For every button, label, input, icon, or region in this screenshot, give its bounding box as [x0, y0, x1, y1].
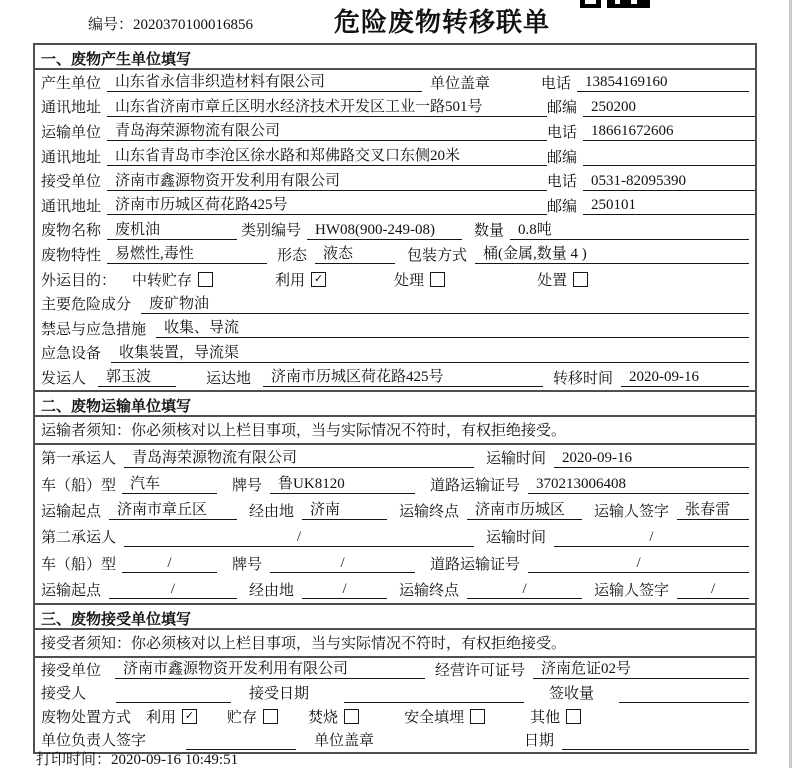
purpose-option-utilize: 利用	[275, 272, 306, 289]
receiver-label: 接受单位	[41, 174, 102, 191]
accept-unit-label: 接受单位	[41, 662, 102, 679]
carrier1-label: 第一承运人	[41, 451, 117, 468]
check-mark: ✓	[313, 272, 324, 285]
route1-row	[35, 497, 755, 523]
purpose-option-dispose: 处置	[537, 272, 568, 289]
date-label: 日期	[524, 733, 555, 750]
packing-value: 桶(金属,数量 4 )	[475, 244, 749, 264]
carrier1-row	[35, 445, 755, 471]
transport-time2-value: /	[554, 527, 749, 547]
checkbox-disposal-utilize-checked	[182, 709, 197, 724]
transport-time-label: 运输时间	[486, 451, 547, 468]
section2-title: 二、废物运输单位填写	[35, 390, 755, 417]
character-label: 废物特性	[41, 247, 102, 264]
via-label: 经由地	[249, 503, 295, 520]
serial-label: 编号：	[88, 17, 134, 33]
producer-label: 产生单位	[41, 75, 102, 92]
transporter-phone-value: 18661672606	[583, 121, 755, 141]
carrier2-row	[35, 524, 755, 550]
carrier-sign-label: 运输人签字	[594, 582, 670, 599]
disposal-option-other: 其他	[530, 709, 561, 726]
checkbox-treat-unchecked	[430, 272, 445, 287]
manager-sign-label: 单位负责人签字	[41, 733, 147, 750]
checkbox-disposal-store-unchecked	[263, 709, 278, 724]
origin2-value: /	[109, 579, 237, 599]
consignor-row	[35, 365, 755, 390]
vehicle1-value: 汽车	[122, 474, 217, 494]
origin-label: 运输起点	[41, 503, 102, 520]
road-permit-label: 道路运输证号	[430, 556, 521, 573]
transporter-address-value: 山东省青岛市李沧区徐水路和郑佛路交叉口东侧20米	[107, 146, 547, 166]
purpose-label: 外运目的：	[41, 272, 117, 289]
category-code-value: HW08(900-249-08)	[307, 220, 462, 240]
transporter-address-row	[35, 144, 755, 169]
address-label: 通讯地址	[41, 198, 102, 215]
manifest-form	[33, 43, 757, 754]
address-label: 通讯地址	[41, 149, 102, 166]
manager-sign-value	[186, 730, 296, 750]
serial-number: 2020370100016856	[133, 17, 254, 33]
waste-name-value: 废机油	[107, 220, 237, 240]
end1-value: 济南市历城区	[467, 500, 582, 520]
check-mark: ✓	[184, 709, 195, 722]
hazard-label: 主要危险成分	[41, 297, 132, 314]
destination-value: 济南市历城区荷花路425号	[263, 367, 543, 387]
hazard-component-row	[35, 291, 755, 316]
waste-name-label: 废物名称	[41, 223, 102, 240]
origin1-value: 济南市章丘区	[109, 500, 237, 520]
receiver-value: 济南市鑫源物资开发利用有限公司	[107, 171, 547, 191]
checkbox-dispose-unchecked	[573, 272, 588, 287]
plate2-value: /	[270, 553, 415, 573]
disposal-option-landfill: 安全填埋	[404, 709, 465, 726]
checkbox-utilize-checked	[311, 272, 326, 287]
recipient-label: 接受人	[41, 686, 87, 703]
transporter-label: 运输单位	[41, 124, 102, 141]
producer-phone-value: 13854169160	[577, 72, 749, 92]
disposal-option-utilize: 利用	[146, 709, 177, 726]
transport-time-label: 运输时间	[486, 530, 547, 547]
page-title: 危险废物转移联单	[334, 8, 551, 37]
checkbox-disposal-other-unchecked	[566, 709, 581, 724]
producer-row	[35, 70, 755, 95]
print-time-line	[36, 748, 238, 769]
purpose-option-treat: 处理	[394, 272, 425, 289]
emergency-equipment-row	[35, 341, 755, 366]
packing-label: 包装方式	[407, 247, 468, 264]
address-label: 通讯地址	[41, 100, 102, 117]
disposal-option-store: 贮存	[227, 709, 258, 726]
print-time-value: 2020-09-16 10:49:51	[111, 752, 239, 768]
carrier2-value: /	[124, 527, 474, 547]
emergency-value: 收集、导流	[156, 318, 749, 338]
receiver-address-value: 济南市历城区荷花路425号	[107, 195, 547, 215]
waste-character-row	[35, 242, 755, 267]
scan-page-edge	[789, 0, 792, 768]
receiver-phone-value: 0531-82095390	[583, 171, 755, 191]
via1-value: 济南	[302, 500, 387, 520]
vehicle-label: 车（船）型	[41, 477, 117, 494]
purpose-option-storage: 中转贮存	[132, 272, 193, 289]
license-value: 济南危证02号	[533, 659, 749, 679]
transfer-time-label: 转移时间	[553, 370, 614, 387]
print-time-label: 打印时间：	[36, 752, 112, 768]
signed-amount-label: 签收量	[549, 686, 595, 703]
receiver-postcode-value: 250101	[583, 195, 755, 215]
plate-label: 牌号	[232, 556, 263, 573]
license-label: 经营许可证号	[435, 662, 526, 679]
phone-label: 电话	[547, 124, 578, 141]
end-label: 运输终点	[399, 582, 460, 599]
category-label: 类别编号	[241, 223, 302, 240]
transport-time1-value: 2020-09-16	[554, 448, 749, 468]
carrier-sign1-value: 张春雷	[677, 500, 749, 520]
equipment-label: 应急设备	[41, 346, 102, 363]
route2-row	[35, 576, 755, 602]
phone-label: 电话	[547, 174, 578, 191]
disposal-option-incinerate: 焚烧	[308, 709, 339, 726]
carrier-sign2-value: /	[677, 579, 749, 599]
quantity-value: 0.8吨	[510, 220, 749, 240]
carrier1-value: 青岛海荣源物流有限公司	[124, 448, 474, 468]
section2-notice: 运输者须知：你必须核对以上栏目事项，当与实际情况不符时，有权拒绝接受。	[35, 417, 755, 445]
waste-name-row	[35, 218, 755, 243]
road-permit1-value: 370213006408	[528, 474, 749, 494]
origin-label: 运输起点	[41, 582, 102, 599]
vehicle-label: 车（船）型	[41, 556, 117, 573]
plate1-value: 鲁UK8120	[270, 474, 415, 494]
vehicle2-row	[35, 550, 755, 576]
equipment-value: 收集装置，导流渠	[111, 343, 749, 363]
unit-seal-label: 单位盖章	[314, 733, 375, 750]
postcode-label: 邮编	[547, 198, 578, 215]
emergency-label: 禁忌与应急措施	[41, 321, 147, 338]
character-value: 易燃性,毒性	[107, 244, 267, 264]
receiver-row	[35, 168, 755, 193]
via-label: 经由地	[249, 582, 295, 599]
consignor-value: 郭玉波	[98, 367, 176, 387]
seal-label: 单位盖章	[430, 75, 491, 92]
end-label: 运输终点	[399, 503, 460, 520]
quantity-label: 数量	[474, 223, 505, 240]
recipient-row	[35, 681, 755, 705]
checkbox-disposal-landfill-unchecked	[470, 709, 485, 724]
receiver-address-row	[35, 193, 755, 218]
section3-notice: 接受者须知：你必须核对以上栏目事项，当与实际情况不符时，有权拒绝接受。	[35, 630, 755, 658]
transfer-purpose-row	[35, 267, 755, 292]
disposal-label: 废物处置方式	[41, 709, 132, 726]
road-permit2-value: /	[528, 553, 749, 573]
date-value	[562, 730, 749, 750]
section1-title: 一、废物产生单位填写	[35, 45, 755, 70]
checkbox-storage-unchecked	[198, 272, 213, 287]
vehicle1-row	[35, 471, 755, 497]
road-permit-label: 道路运输证号	[430, 477, 521, 494]
disposal-method-row	[35, 705, 755, 729]
accept-unit-row	[35, 658, 755, 682]
hazard-value: 废矿物油	[141, 294, 749, 314]
producer-value: 山东省永信非织造材料有限公司	[107, 72, 422, 92]
end2-value: /	[467, 579, 582, 599]
consignor-label: 发运人	[41, 370, 87, 387]
transfer-time-value: 2020-09-16	[621, 367, 749, 387]
document-header	[0, 0, 796, 42]
accept-date-value	[344, 683, 524, 703]
postcode-label: 邮编	[547, 100, 578, 117]
emergency-measures-row	[35, 316, 755, 341]
signed-amount-value	[619, 683, 749, 703]
producer-postcode-value: 250200	[583, 97, 755, 117]
form-value: 液态	[315, 244, 395, 264]
phone-label: 电话	[540, 75, 571, 92]
carrier-sign-label: 运输人签字	[594, 503, 670, 520]
destination-label: 运达地	[206, 370, 252, 387]
plate-label: 牌号	[232, 477, 263, 494]
vehicle2-value: /	[122, 553, 217, 573]
via2-value: /	[302, 579, 387, 599]
postcode-label: 邮编	[547, 149, 578, 166]
recipient-value	[116, 683, 231, 703]
producer-address-row	[35, 95, 755, 120]
qr-code-fragment-icon	[580, 0, 652, 8]
accept-date-label: 接受日期	[249, 686, 310, 703]
checkbox-disposal-incinerate-unchecked	[344, 709, 359, 724]
form-label: 形态	[277, 247, 308, 264]
section3-title: 三、废物接受单位填写	[35, 603, 755, 630]
serial-number-line	[88, 13, 253, 34]
carrier2-label: 第二承运人	[41, 530, 117, 547]
transporter-row	[35, 119, 755, 144]
transporter-value: 青岛海荣源物流有限公司	[107, 121, 547, 141]
accept-unit-value: 济南市鑫源物资开发利用有限公司	[115, 659, 425, 679]
producer-address-value: 山东省济南市章丘区明水经济技术开发区工业一路501号	[107, 97, 547, 117]
transporter-postcode-value	[583, 146, 755, 166]
